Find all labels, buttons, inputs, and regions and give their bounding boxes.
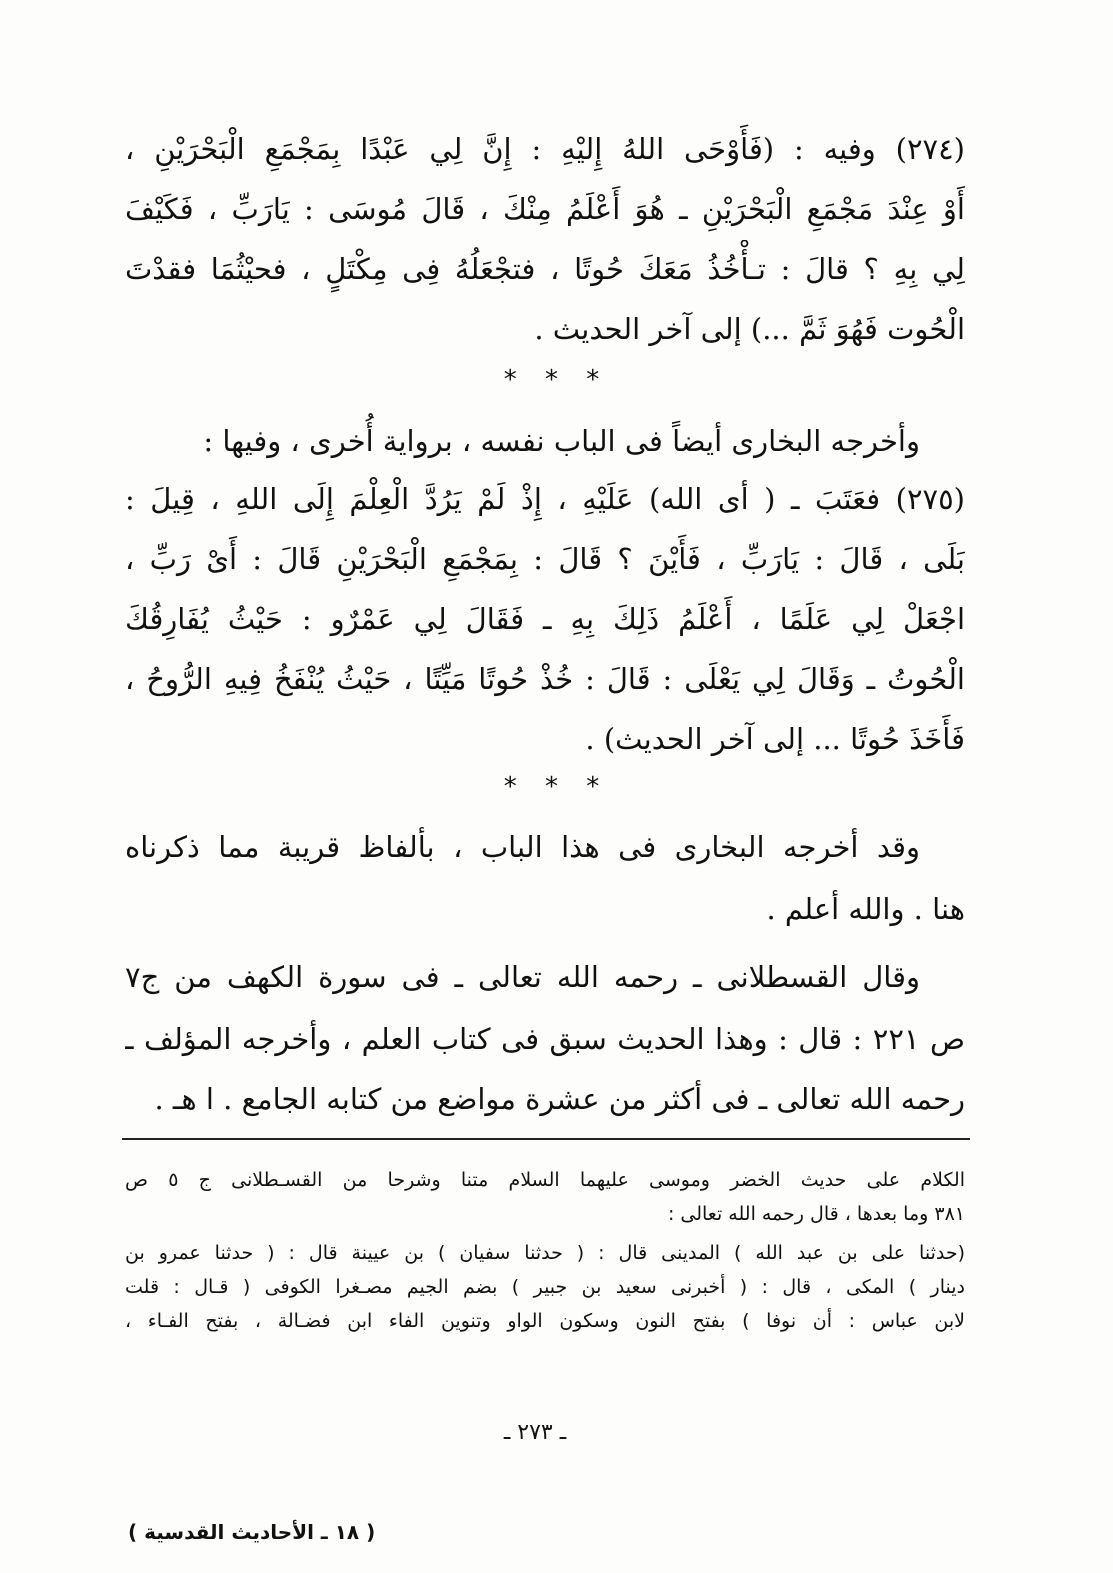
footnote-line: الكلام على حديث الخضر وموسى عليهما السلام متنا وشرحا من القسـطلانى ج ٥ ص: [125, 1169, 965, 1191]
text-line: (٢٧٤) وفيه : (فَأَوْحَى اللهُ إِليْهِ : إِنَّ لِي عَبْدًا بِمَجْمَعِ الْبَحْرَيْنِ ،: [125, 132, 965, 166]
page-number: ـ ٢٧٣ ـ: [503, 1420, 567, 1445]
text-line: وقال القسطلانى ـ رحمه الله تعالى ـ فى سورة الكهف من ج٧: [125, 960, 920, 994]
text-line: هنا . والله أعلم .: [766, 892, 965, 926]
text-line: وقد أخرجه البخارى فى هذا الباب ، بألفاظ قريبة مما ذكرناه: [125, 830, 920, 864]
text-line: اجْعَلْ لِي عَلَمًا ، أَعْلَمُ ذَلِكَ بِهِ ـ فَقَالَ لِي عَمْرٌو : حَيْثُ يُفَارِقُكَ: [125, 602, 965, 636]
section-separator: * * *: [503, 365, 610, 395]
footnote-line: دينار ) المكى ، قال : ( أخبرنى سعيد بن جبير ) بضم الجيم مصـغرا الكوفى ( قـال : قلت: [125, 1276, 965, 1298]
text-line: الْحُوتُ ـ وَقَالَ لِي يَعْلَى : قَالَ : خُذْ حُوتًا مَيِّتًا ، حَيْثُ يُنْفَخُ فِيهِ الرُّوحُ ،: [125, 662, 965, 696]
section-separator: * * *: [503, 772, 610, 802]
text-line: أَوْ عِنْدَ مَجْمَعِ الْبَحْرَيْنِ ـ هُوَ أَعْلَمُ مِنْكَ ، قَالَ مُوسَى : يَارَبِّ ، فَكَيْفَ: [125, 192, 965, 226]
signature-mark: ( ١٨ ـ الأحاديث القدسية ): [128, 1520, 376, 1544]
text-line: بَلَى ، قَالَ : يَارَبِّ ، فَأَيْنَ ؟ قَالَ : بِمَجْمَعِ الْبَحْرَيْنِ قَالَ : أَىْ رَبِّ ،: [125, 542, 965, 576]
text-line: وأخرجه البخارى أيضاً فى الباب نفسه ، برواية أُخرى ، وفيها :: [203, 424, 920, 458]
text-line: الْحُوت فَهُوَ ثَمَّ ...) إلى آخر الحديث .: [534, 312, 965, 346]
footnote-line: (حدثنا على بن عبد الله ) المدينى قال : ( حدثنا سفيان ) بن عيينة قال : ( حدثنا عمرو بن: [125, 1242, 965, 1264]
text-line: لِي بِهِ ؟ قالَ : تـأْخُذُ مَعَكَ حُوتًا ، فتجْعَلُهُ فِى مِكْتَلٍ ، فحيْثُمَا فقدْتَ: [125, 252, 965, 286]
footnote-block: [125, 0, 965, 1400]
text-line: فَأَخَذَ حُوتًا ... إلى آخر الحديث) .: [585, 722, 965, 756]
text-line: (٢٧٥) فعَتَبَ ـ ( أى الله) عَلَيْهِ ، إِذْ لَمْ يَرُدَّ الْعِلْمَ إِلَى اللهِ ، قِيلَ :: [125, 482, 965, 516]
footnote-line: ٣٨١ وما بعدها ، قال رحمه الله تعالى :: [667, 1203, 965, 1225]
text-line: رحمه الله تعالى ـ فى أكثر من عشرة مواضع من كتابه الجامع . ا هـ .: [154, 1082, 965, 1116]
text-line: ص ٢٢١ : قال : وهذا الحديث سبق فى كتاب العلم ، وأخرجه المؤلف ـ: [125, 1022, 965, 1056]
footnote-line: لابن عباس : أن نوفا ) بفتح النون وسكون الواو وتنوين الفاء ابن فضـالة ، بفتح الفـاء ،: [125, 1310, 965, 1332]
